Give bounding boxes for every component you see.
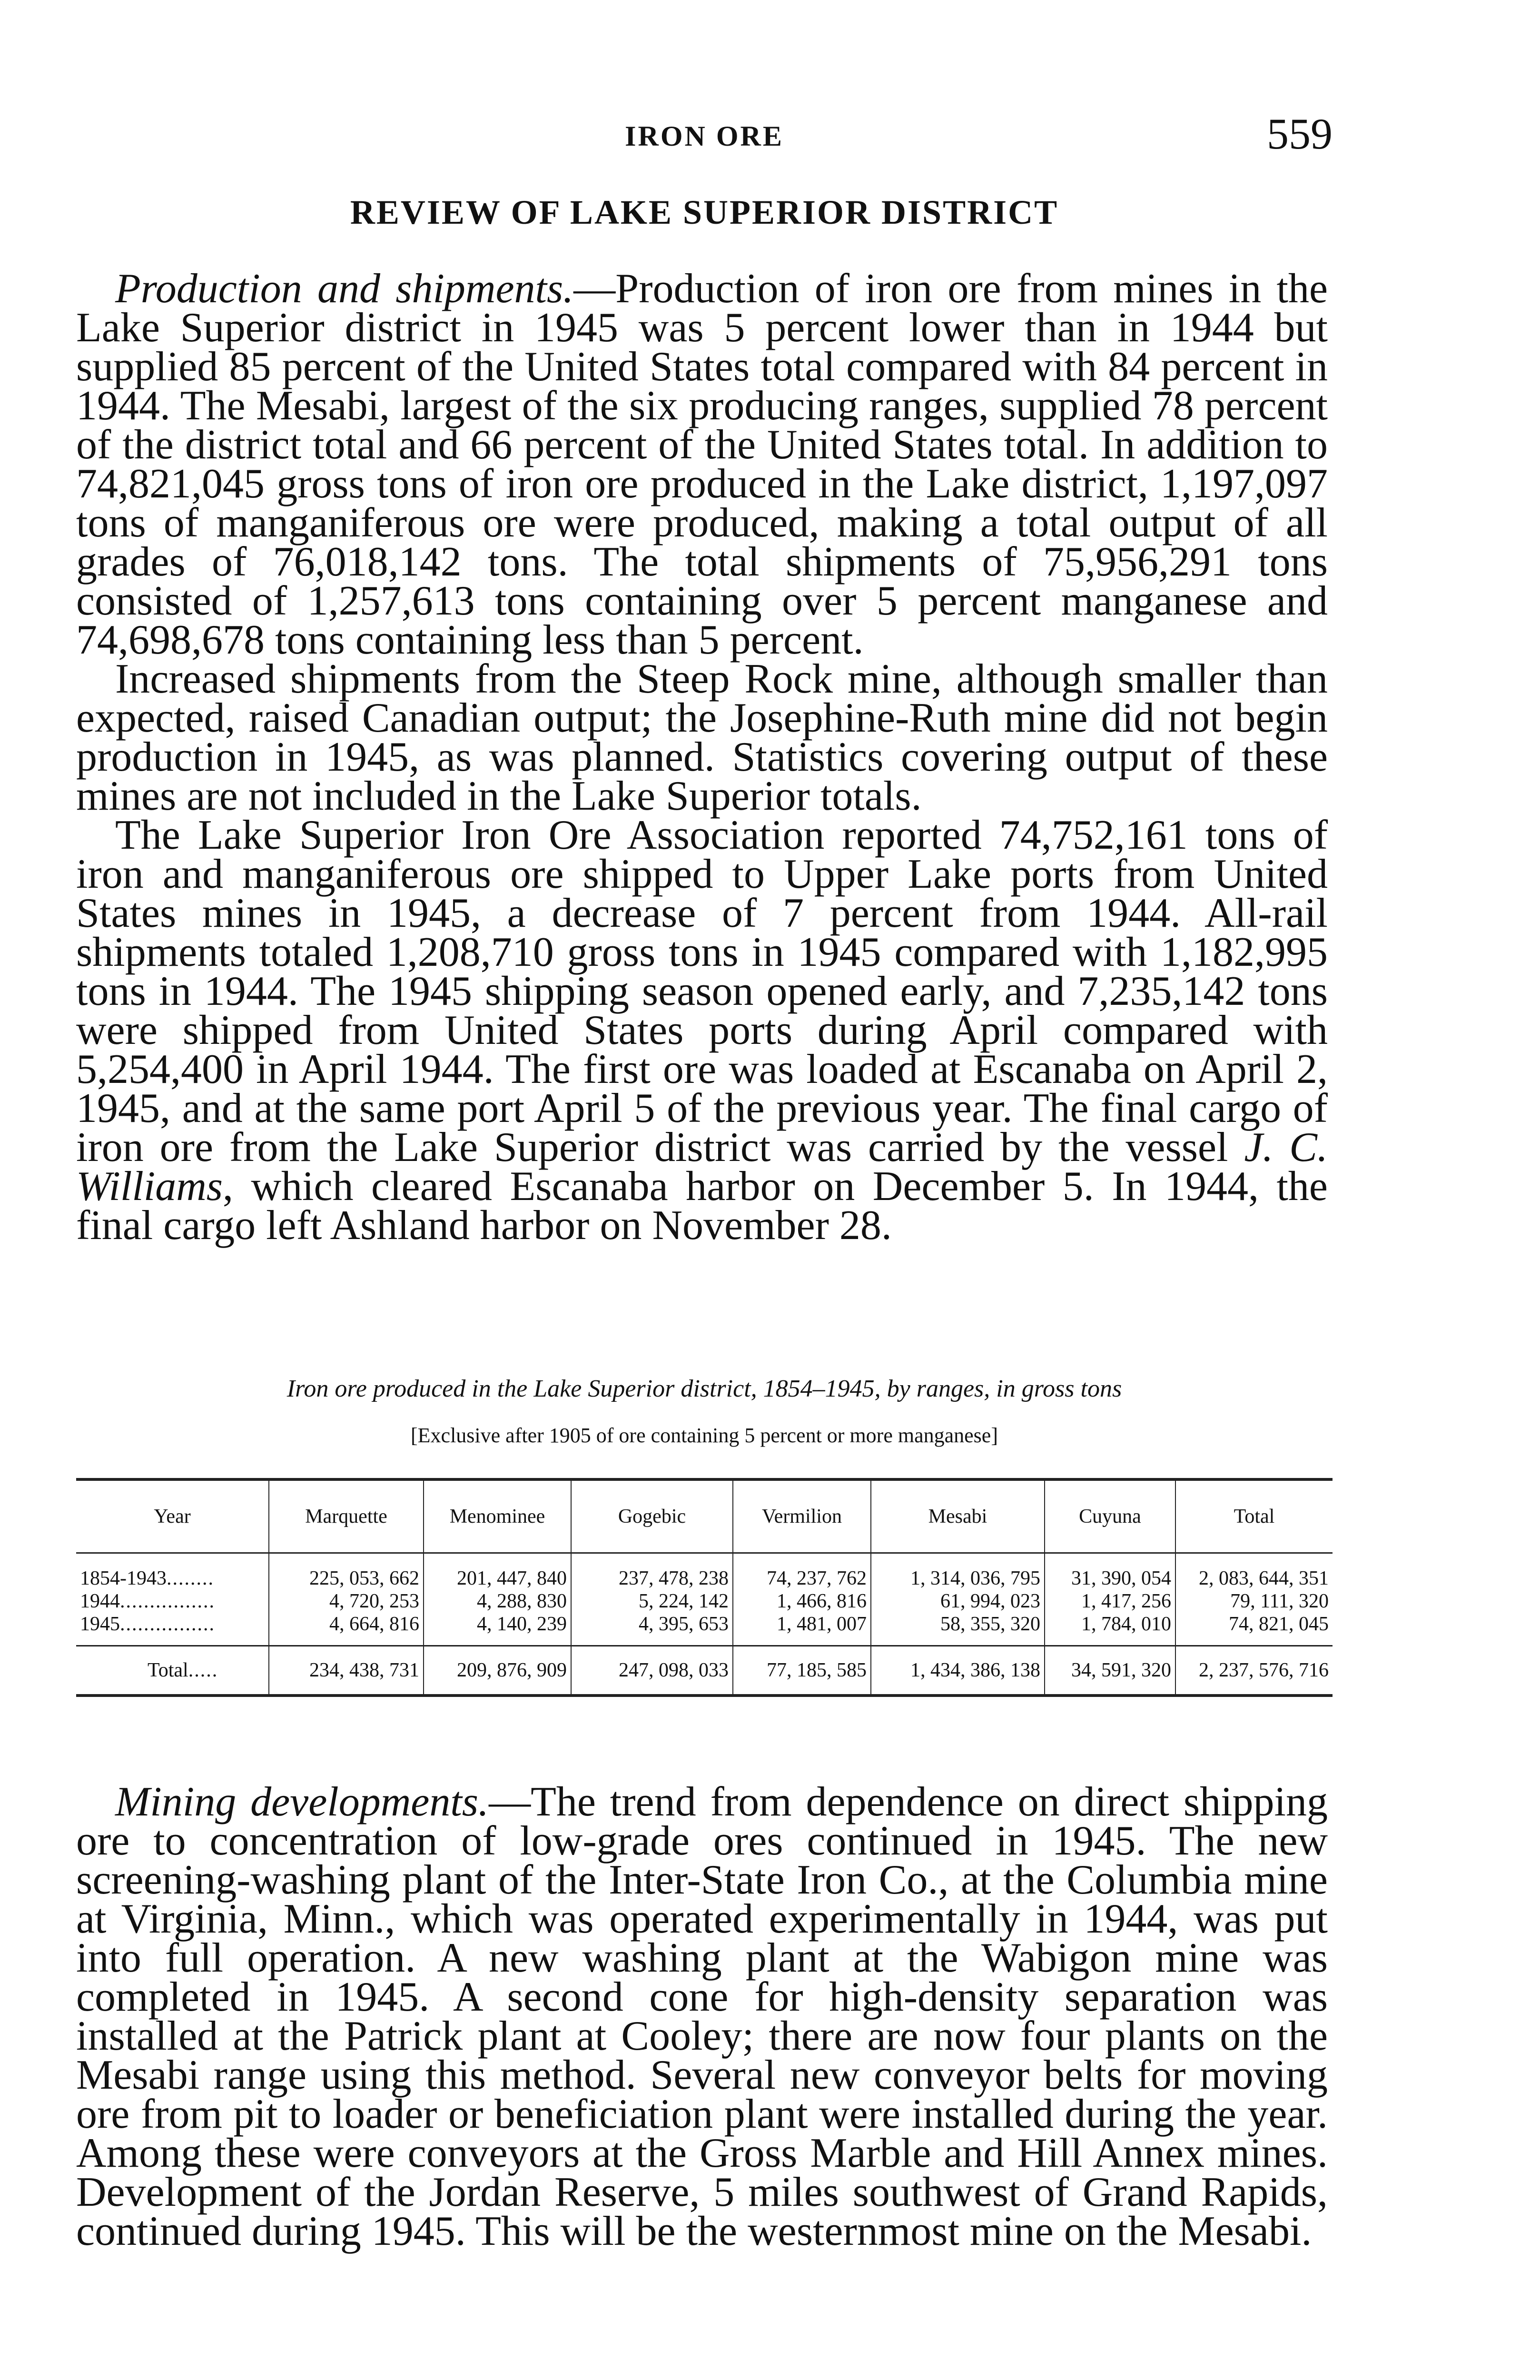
production-text-1: —Production of iron ore from mines in the Lake Superior district in 1945 was 5 percent lower than in 1944 but supplied 85 percent of the United States total compared with 84 percent in 1944. The Mesabi, largest of the six producing ranges, supplied 78 percent of the district total and 66 percent of the United States total. In addition to 74,821,045 gross tons of iron ore produced in the Lake district, 1,197,097 tons of manganiferous ore were produced, making a total output of all grades of 76,018,142 tons. The total shipments of 75,956,291 tons consisted of 1,257,613 tons containing over 5 percent manganese and 74,698,678 tons containing less than 5 percent. — [76, 266, 1328, 663]
vessel-name: J. C. Williams — [76, 1124, 1328, 1210]
table-cell: 1, 417, 256 — [1045, 1590, 1175, 1613]
column-header: Total — [1175, 1479, 1333, 1553]
column-header: Mesabi — [871, 1479, 1045, 1553]
total-row — [76, 1646, 1333, 1696]
table-cell: 74, 821, 045 — [1175, 1613, 1333, 1646]
total-cell: 247, 098, 033 — [571, 1646, 733, 1696]
production-paragraph-3 — [76, 812, 1328, 1249]
year-label: 1945 — [80, 1613, 120, 1635]
production-text-3b: , which cleared Escanaba harbor on December 5. In 1944, the final cargo left Ashland harbor on November 28. — [76, 1163, 1328, 1249]
table-caption: Iron ore produced in the Lake Superior district, 1854–1945, by ranges, in gross tons — [286, 1375, 1122, 1402]
table-cell: 79, 111, 320 — [1175, 1590, 1333, 1613]
table-cell: 1, 481, 007 — [733, 1613, 871, 1646]
table-row — [76, 1590, 1333, 1613]
leader-dots: ........ — [167, 1567, 214, 1589]
mining-text: —The trend from dependence on direct shipping ore to concentration of low-grade ores continued in 1945. The new screening-washing plant of the Inter-State Iron Co., at the Columbia mine at Virginia, Minn., which was operated experimentally in 1944, was put into full operation. A new washing plant at the Wabigon mine was completed in 1945. A second cone for high-density separation was installed at the Patrick plant at Cooley; there are now four plants on the Mesabi range using this method. Several new conveyor belts for moving ore from pit to loader or beneficiation plant were installed during the year. Among these were conveyors at the Gross Marble and Hill Annex mines. Development of the Jordan Reserve, 5 miles southwest of Grand Rapids, continued during 1945. This will be the westernmost mine on the Mesabi. — [76, 1779, 1328, 2254]
mining-lead: Mining developments. — [115, 1779, 489, 1825]
row-label — [76, 1553, 269, 1590]
production-paragraph-1 — [76, 266, 1328, 663]
row-label — [76, 1590, 269, 1613]
leader-dots: ................ — [120, 1590, 215, 1612]
year-label: 1854-1943 — [80, 1567, 167, 1589]
row-label — [76, 1646, 269, 1696]
section-heading: REVIEW OF LAKE SUPERIOR DISTRICT — [350, 193, 1059, 231]
total-cell: 234, 438, 731 — [269, 1646, 424, 1696]
table-cell: 4, 664, 816 — [269, 1613, 424, 1646]
table-cell: 5, 224, 142 — [571, 1590, 733, 1613]
table-cell: 2, 083, 644, 351 — [1175, 1553, 1333, 1590]
row-label — [76, 1613, 269, 1646]
iron-ore-table — [76, 1478, 1333, 1697]
table-cell: 1, 314, 036, 795 — [871, 1553, 1045, 1590]
column-header: Marquette — [269, 1479, 424, 1553]
leader-dots: ................ — [120, 1613, 215, 1635]
table-note: [Exclusive after 1905 of ore containing 5 percent or more manganese] — [411, 1424, 998, 1447]
running-head — [76, 109, 1333, 161]
column-header: Year — [154, 1506, 191, 1527]
table-cell: 225, 053, 662 — [269, 1553, 424, 1590]
total-cell: 77, 185, 585 — [733, 1646, 871, 1696]
column-header: Cuyuna — [1045, 1479, 1175, 1553]
table-cell: 201, 447, 840 — [424, 1553, 571, 1590]
total-cell: 1, 434, 386, 138 — [871, 1646, 1045, 1696]
total-cell: 2, 237, 576, 716 — [1175, 1646, 1333, 1696]
running-title: IRON ORE — [625, 120, 784, 152]
total-cell: 209, 876, 909 — [424, 1646, 571, 1696]
table-cell: 58, 355, 320 — [871, 1613, 1045, 1646]
table-row — [76, 1613, 1333, 1646]
total-label: Total — [148, 1659, 188, 1681]
column-header: Vermilion — [733, 1479, 871, 1553]
year-label: 1944 — [80, 1590, 120, 1612]
production-text-3a: The Lake Superior Iron Ore Association reported 74,752,161 tons of iron and manganiferous ore shipped to Upper Lake ports from United States mines in 1945, a decrease of 7 percent from 1944. All-rail shipments totaled 1,208,710 gross tons in 1945 compared with 1,182,995 tons in 1944. The 1945 shipping season opened early, and 7,235,142 tons were shipped from United States ports during April compared with 5,254,400 in April 1944. The first ore was loaded at Escanaba on April 2, 1945, and at the same port April 5 of the previous year. The final cargo of iron ore from the Lake Superior district was carried by the vessel — [76, 812, 1328, 1170]
table-cell: 4, 140, 239 — [424, 1613, 571, 1646]
column-header: Menominee — [424, 1479, 571, 1553]
production-paragraph-2: Increased shipments from the Steep Rock mine, although smaller than expected, raised Canadian output; the Josephine-Ruth mine did not begin production in 1945, as was planned. Statistics covering output of these mines are not included in the Lake Superior totals. — [76, 656, 1328, 819]
table-cell: 237, 478, 238 — [571, 1553, 733, 1590]
production-section — [76, 266, 1328, 1249]
production-lead: Production and shipments. — [115, 266, 574, 312]
page-number: 559 — [1267, 109, 1333, 158]
total-cell: 34, 591, 320 — [1045, 1646, 1175, 1696]
table-cell: 4, 720, 253 — [269, 1590, 424, 1613]
column-header: Gogebic — [571, 1479, 733, 1553]
mining-section — [76, 1779, 1328, 2254]
table-cell: 4, 288, 830 — [424, 1590, 571, 1613]
table-header-row — [76, 1479, 1333, 1553]
table-cell: 61, 994, 023 — [871, 1590, 1045, 1613]
table-row — [76, 1553, 1333, 1590]
table-cell: 74, 237, 762 — [733, 1553, 871, 1590]
mining-paragraph — [76, 1779, 1328, 2254]
leader-dots: ..... — [188, 1659, 218, 1681]
table-cell: 1, 784, 010 — [1045, 1613, 1175, 1646]
table-cell: 31, 390, 054 — [1045, 1553, 1175, 1590]
table-cell: 4, 395, 653 — [571, 1613, 733, 1646]
table-cell: 1, 466, 816 — [733, 1590, 871, 1613]
